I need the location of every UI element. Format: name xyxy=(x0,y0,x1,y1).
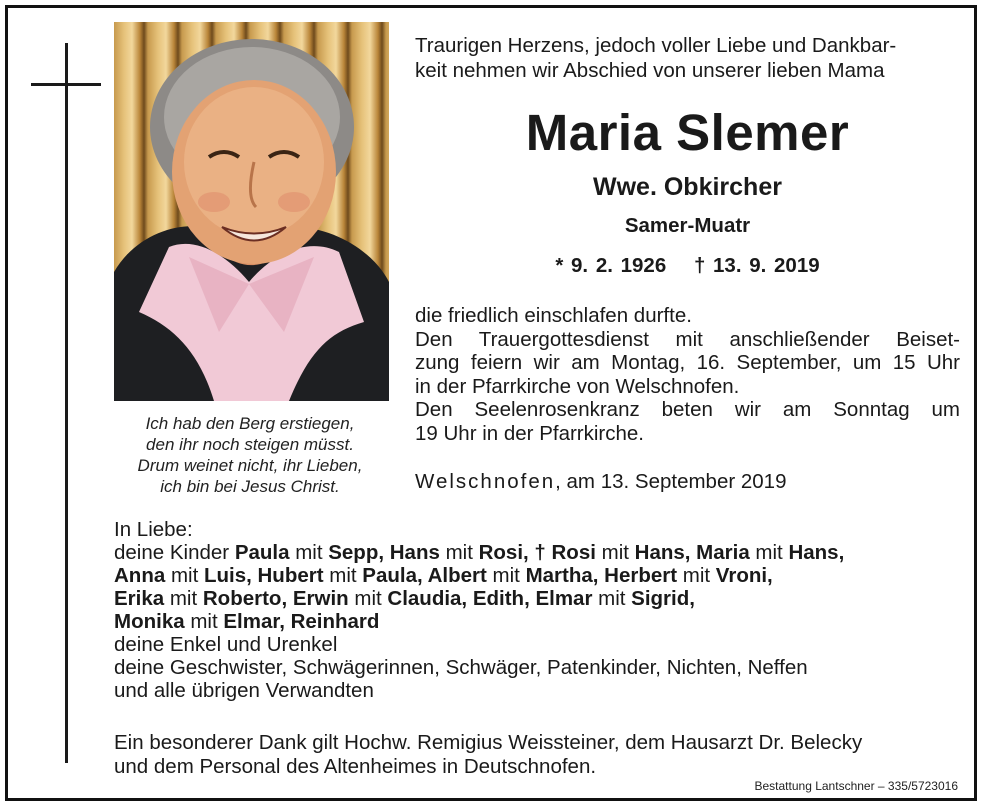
cross-vertical-bar xyxy=(65,43,68,763)
birth-date: * 9. 2. 1926 xyxy=(555,254,667,277)
connector-text: mit xyxy=(677,564,716,587)
connector-text: mit xyxy=(595,541,635,564)
notice-line: 19 Uhr in der Pfarrkirche. xyxy=(415,421,645,445)
widow-of: Wwe. Obkircher xyxy=(593,173,782,201)
funeral-notice xyxy=(415,304,960,445)
connector-text: mit xyxy=(184,610,224,633)
connector-text: mit xyxy=(165,564,204,587)
poem xyxy=(110,413,390,497)
notice-date: , am 13. September 2019 xyxy=(555,470,787,493)
intro-line: keit nehmen wir Abschied von unserer lieben Mama xyxy=(415,59,885,82)
portrait-illustration xyxy=(114,22,389,401)
children-line xyxy=(114,541,964,564)
connector-text: mit xyxy=(486,564,526,587)
life-dates xyxy=(415,253,960,279)
child-name: Paula xyxy=(234,541,290,564)
deceased-name: Maria Slemer xyxy=(525,104,850,161)
child-name: Elmar, Reinhard xyxy=(223,610,380,633)
portrait-photo xyxy=(114,22,389,401)
mourners-heading: In Liebe: xyxy=(114,518,193,541)
connector-text: deine Kinder xyxy=(114,541,235,564)
grandchildren-line: deine Enkel und Urenkel xyxy=(114,633,338,656)
children-list xyxy=(114,541,964,633)
connector-text: mit xyxy=(592,587,632,610)
children-line xyxy=(114,587,964,610)
connector-text: mit xyxy=(323,564,363,587)
child-name: Erika xyxy=(114,587,165,610)
notice-line: Den Seelenrosenkranz beten wir am Sonntag um xyxy=(415,398,960,421)
connector-text: mit xyxy=(164,587,203,610)
connector-text: mit xyxy=(289,541,329,564)
thanks-line: und dem Personal des Altenheimes in Deutschnofen. xyxy=(114,754,597,778)
notice-line: Den Trauergottesdienst mit anschließender Beiset- xyxy=(415,327,960,351)
intro-text xyxy=(415,33,960,83)
children-line xyxy=(114,610,964,633)
poem-line: Ich hab den Berg erstiegen, xyxy=(145,414,355,433)
cross-horizontal-bar xyxy=(31,83,101,86)
intro-line: Traurigen Herzens, jedoch voller Liebe und Dankbar- xyxy=(415,34,897,57)
notice-line: die friedlich einschlafen durfte. xyxy=(415,304,692,327)
poem-line: ich bin bei Jesus Christ. xyxy=(160,477,340,496)
town: Welschnofen xyxy=(415,470,556,493)
child-name: Hans, Maria xyxy=(634,541,750,564)
children-line xyxy=(114,564,964,587)
child-name: Sigrid, xyxy=(631,587,695,610)
child-name: Anna xyxy=(114,564,166,587)
mourners-list xyxy=(114,518,964,702)
child-name: Hans, xyxy=(788,541,845,564)
child-name: Luis, Hubert xyxy=(203,564,324,587)
death-date: † 13. 9. 2019 xyxy=(693,254,820,277)
child-name: Sepp, Hans xyxy=(328,541,440,564)
child-name: Vroni, xyxy=(715,564,773,587)
place-and-date xyxy=(415,469,786,494)
connector-text: mit xyxy=(439,541,479,564)
connector-text: mit xyxy=(749,541,789,564)
child-name: Roberto, Erwin xyxy=(202,587,349,610)
poem-line: den ihr noch steigen müsst. xyxy=(146,435,354,454)
child-name: Rosi, † Rosi xyxy=(478,541,596,564)
relatives-line: und alle übrigen Verwandten xyxy=(114,679,374,702)
child-name: Paula, Albert xyxy=(362,564,487,587)
funeral-home-credit: Bestattung Lantschner – 335/5723016 xyxy=(754,779,958,793)
thanks-line: Ein besonderer Dank gilt Hochw. Remigius Weissteiner, dem Hausarzt Dr. Belecky xyxy=(114,731,863,754)
child-name: Martha, Herbert xyxy=(525,564,678,587)
thanks-text xyxy=(114,731,964,778)
notice-line: in der Pfarrkirche von Welschnofen. xyxy=(415,374,740,398)
obituary-card xyxy=(5,5,977,801)
notice-line: zung feiern wir am Montag, 16. September, um 15 Uhr xyxy=(415,351,960,374)
nickname: Samer-Muatr xyxy=(624,214,751,237)
child-name: Claudia, Edith, Elmar xyxy=(387,587,593,610)
connector-text: mit xyxy=(348,587,388,610)
child-name: Monika xyxy=(114,610,185,633)
poem-line: Drum weinet nicht, ihr Lieben, xyxy=(137,456,363,475)
siblings-line: deine Geschwister, Schwägerinnen, Schwäger, Patenkinder, Nichten, Neffen xyxy=(114,656,808,679)
